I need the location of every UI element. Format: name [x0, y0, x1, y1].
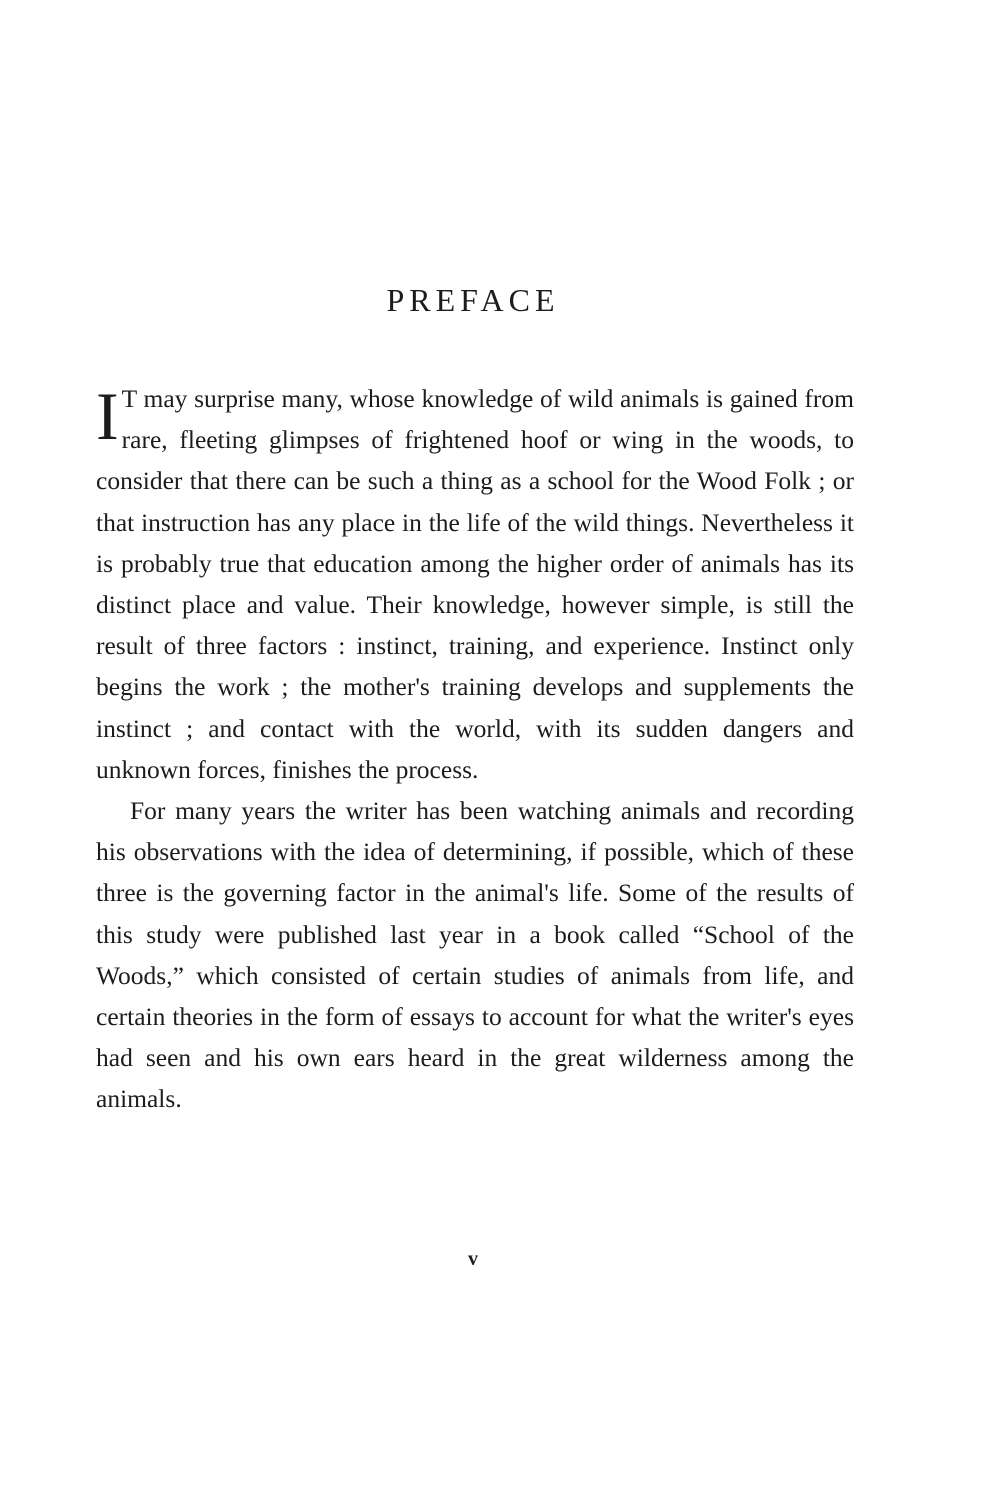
paragraph-1-text: may surprise many, whose knowledge of wild animals is gained from rare, fleeting glimpses of frightened hoof or wing in the woods, to consider that there can be such a thing as a school for the Wood Folk ; or that instruction has any place in the life of the wild things. Nevertheless it is probably true that education among the higher order of animals has its distinct place and value. Their knowledge, however simple, is still the result of three factors : instinct, training, and experience. Instinct only begins the work ; the mother's training develops and supplements the instinct ; and contact with the world, with its sudden dangers and unknown forces, finishes the process.: [96, 384, 854, 784]
paragraph-1: [96, 378, 854, 790]
page-number: v: [468, 1248, 478, 1270]
preface-body: [96, 378, 854, 1120]
page-title: PREFACE: [386, 282, 560, 318]
paragraph-1-lead: T: [121, 384, 137, 413]
paragraph-2: For many years the writer has been watching animals and recording his observations with the idea of determining, if possible, which of these three is the governing factor in the animal's life. Some of the results of this study were published last year in a book called “School of the Woods,” which consisted of certain studies of animals from life, and certain theories in the form of essays to account for what the writer's eyes had seen and his own ears heard in the great wilderness among the animals.: [96, 796, 854, 1114]
drop-cap: I: [96, 378, 119, 454]
